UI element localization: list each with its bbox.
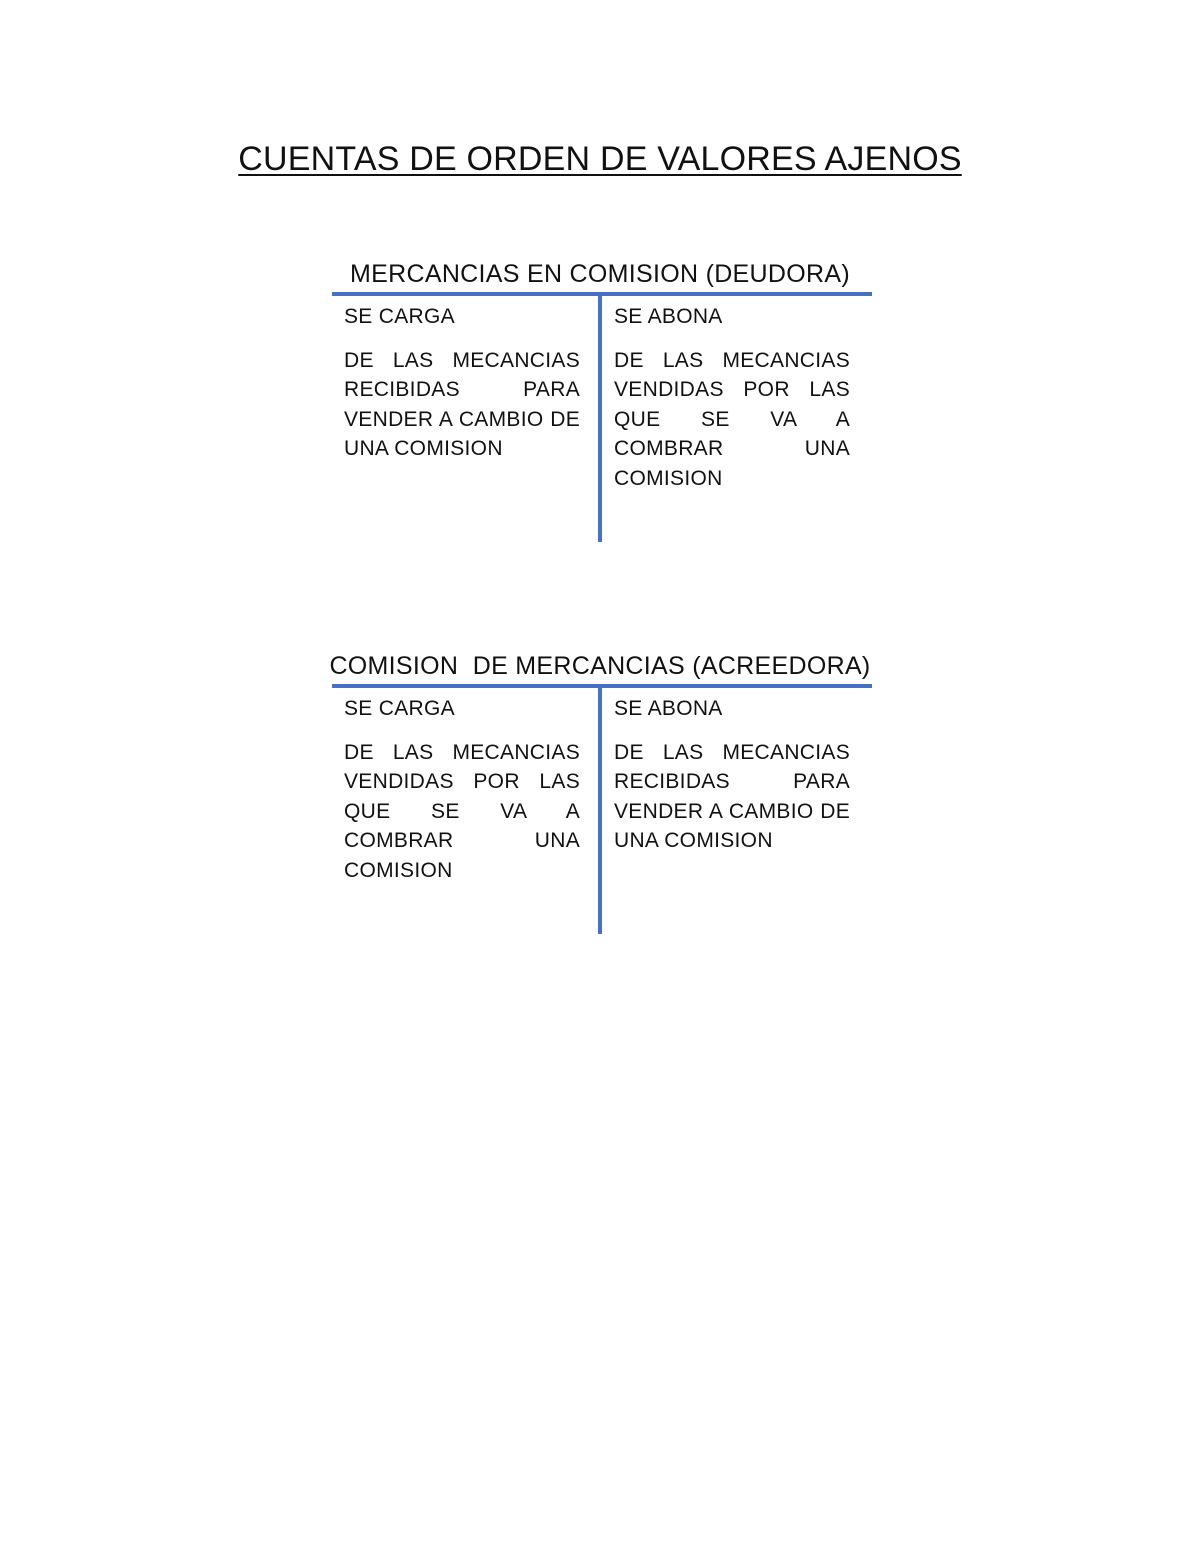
credit-description: DE LAS MECANCIAS RECIBIDAS PARA VENDER A CAMBIO DE UNA COMISION xyxy=(614,740,850,852)
t-account-comision-de-mercancias xyxy=(0,648,1200,882)
credit-column xyxy=(614,302,850,493)
credit-heading: SE ABONA xyxy=(614,305,723,328)
t-account-vertical-line xyxy=(598,686,602,934)
debit-description: DE LAS MECANCIAS VENDIDAS POR LAS QUE SE VA A COMBRAR UNA COMISION xyxy=(344,740,580,882)
debit-heading: SE CARGA xyxy=(344,697,455,720)
debit-heading: SE CARGA xyxy=(344,305,455,328)
t-account-mercancias-en-comision xyxy=(0,256,1200,490)
debit-description: DE LAS MECANCIAS RECIBIDAS PARA VENDER A CAMBIO DE UNA COMISION xyxy=(344,348,580,460)
t-account-horizontal-line xyxy=(332,292,872,296)
credit-heading: SE ABONA xyxy=(614,697,723,720)
page-title: CUENTAS DE ORDEN DE VALORES AJENOS xyxy=(238,140,962,178)
debit-column xyxy=(344,694,580,885)
credit-column xyxy=(614,694,850,856)
t-account-vertical-line xyxy=(598,294,602,542)
credit-description: DE LAS MECANCIAS VENDIDAS POR LAS QUE SE VA A COMBRAR UNA COMISION xyxy=(614,348,850,490)
debit-column xyxy=(344,302,580,464)
account-title: COMISION DE MERCANCIAS (ACREEDORA) xyxy=(329,652,871,680)
account-title: MERCANCIAS EN COMISION (DEUDORA) xyxy=(350,260,850,288)
t-account-horizontal-line xyxy=(332,684,872,688)
